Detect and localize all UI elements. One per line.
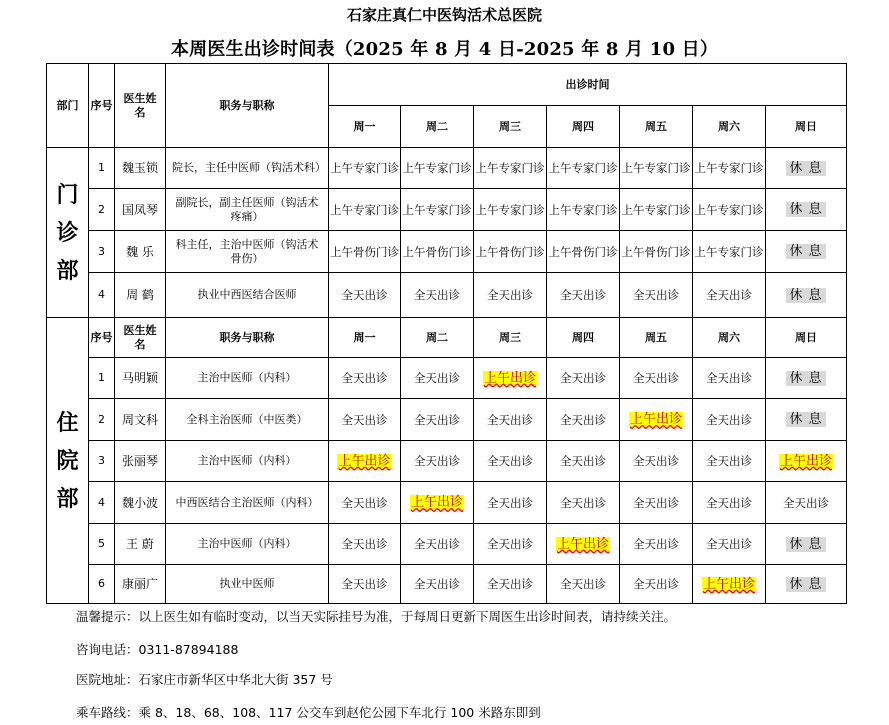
schedule-cell-day-3 xyxy=(474,358,547,399)
half-day-highlight: 上午出诊 xyxy=(410,495,463,510)
day-header-6: 周六 xyxy=(693,106,766,148)
schedule-text: 全天出诊 xyxy=(341,288,388,302)
schedule-cell-day-7 xyxy=(766,231,847,273)
schedule-cell-day-7 xyxy=(766,399,847,441)
doctor-title: 科主任，主治中医师（钩活术骨伤） xyxy=(166,231,329,273)
schedule-text: 全天出诊 xyxy=(414,288,460,302)
col-header-name: 医生姓名 xyxy=(115,64,166,148)
col-header-dept: 部门 xyxy=(47,64,89,148)
doctor-name: 魏 乐 xyxy=(115,231,166,273)
half-day-highlight: 上午出诊 xyxy=(338,453,391,469)
schedule-cell-day-5 xyxy=(620,565,693,604)
schedule-text: 全天出诊 xyxy=(414,537,460,551)
schedule-cell-day-4 xyxy=(547,399,620,441)
doctor-no: 6 xyxy=(89,565,115,604)
day-header-4: 周四 xyxy=(547,106,620,148)
doctor-name: 张丽琴 xyxy=(115,441,166,482)
doctor-title: 副院长，副主任医师（钩活术 疼痛） xyxy=(166,189,329,231)
half-day-highlight: 上午出诊 xyxy=(556,536,609,552)
schedule-text: 上午专家门诊 xyxy=(402,161,472,175)
schedule-text: 全天出诊 xyxy=(706,537,752,551)
schedule-text: 全天出诊 xyxy=(487,577,533,591)
doctor-name: 周文科 xyxy=(115,399,166,441)
day-header-7: 周日 xyxy=(766,106,847,148)
schedule-text: 全天出诊 xyxy=(706,495,752,510)
schedule-text: 全天出诊 xyxy=(706,454,752,468)
schedule-text: 上午专家门诊 xyxy=(475,161,545,175)
footer-address: 医院地址：石家庄市新华区中华北大街 357 号 xyxy=(76,672,333,687)
col-header-no: 序号 xyxy=(89,64,115,148)
doctor-row xyxy=(47,148,847,189)
half-day-highlight: 上午出诊 xyxy=(629,412,682,427)
dept-inpatient: 住院部 xyxy=(47,318,89,604)
schedule-cell-day-7 xyxy=(766,441,847,482)
doctor-no: 4 xyxy=(89,273,115,318)
schedule-cell-day-6 xyxy=(693,231,766,273)
schedule-cell-day-3 xyxy=(474,273,547,318)
schedule-cell-day-6 xyxy=(693,565,766,604)
schedule-text: 全天出诊 xyxy=(560,495,606,510)
schedule-cell-day-6 xyxy=(693,399,766,441)
schedule-text: 全天出诊 xyxy=(633,495,679,510)
schedule-cell-day-5 xyxy=(620,358,693,399)
doctor-title: 院长，主任中医师（钩活术科） xyxy=(166,148,329,189)
schedule-cell-day-1 xyxy=(329,189,401,231)
doctor-row xyxy=(47,358,847,399)
schedule-text: 上午专家门诊 xyxy=(694,161,764,175)
schedule-cell-day-5 xyxy=(620,482,693,524)
schedule-cell-day-4 xyxy=(547,148,620,189)
schedule-text: 全天出诊 xyxy=(341,537,388,551)
col-header-schedule: 出诊时间 xyxy=(329,64,847,106)
header-row xyxy=(47,64,847,106)
rest-label: 休 息 xyxy=(786,288,825,303)
doctor-row xyxy=(47,399,847,441)
schedule-cell-day-2 xyxy=(401,565,474,604)
doctor-title: 执业中医师 xyxy=(166,565,329,604)
schedule-text: 上午骨伤门诊 xyxy=(548,244,618,259)
schedule-text: 全天出诊 xyxy=(341,412,388,427)
schedule-text: 全天出诊 xyxy=(560,577,606,591)
schedule-text: 上午专家门诊 xyxy=(694,202,764,217)
schedule-cell-day-5 xyxy=(620,148,693,189)
schedule-cell-day-4 xyxy=(547,358,620,399)
schedule-text: 全天出诊 xyxy=(560,371,606,385)
schedule-text: 上午专家门诊 xyxy=(475,202,545,217)
doctor-no: 3 xyxy=(89,231,115,273)
schedule-text: 上午骨伤门诊 xyxy=(402,244,472,259)
col-header-no: 序号 xyxy=(89,318,115,358)
schedule-text: 上午专家门诊 xyxy=(548,161,618,175)
day-header-3: 周三 xyxy=(474,106,547,148)
half-day-highlight: 上午出诊 xyxy=(779,453,832,469)
doctor-title: 全科主治医师（中医类） xyxy=(166,399,329,441)
schedule-cell-day-2 xyxy=(401,148,474,189)
doctor-title: 执业中西医结合医师 xyxy=(166,273,329,318)
schedule-cell-day-7 xyxy=(766,524,847,565)
schedule-cell-day-1 xyxy=(329,358,401,399)
schedule-cell-day-3 xyxy=(474,399,547,441)
rest-label: 休 息 xyxy=(786,412,825,427)
schedule-text: 上午专家门诊 xyxy=(621,161,691,175)
schedule-cell-day-6 xyxy=(693,482,766,524)
doctor-no: 1 xyxy=(89,358,115,399)
schedule-text: 全天出诊 xyxy=(783,495,829,510)
doctor-no: 3 xyxy=(89,441,115,482)
schedule-cell-day-2 xyxy=(401,399,474,441)
rest-label: 休 息 xyxy=(786,161,825,176)
schedule-cell-day-1 xyxy=(329,148,401,189)
doctor-name: 国凤琴 xyxy=(115,189,166,231)
schedule-text: 全天出诊 xyxy=(633,454,679,468)
schedule-text: 全天出诊 xyxy=(633,371,679,385)
schedule-cell-day-1 xyxy=(329,441,401,482)
doctor-row xyxy=(47,189,847,231)
schedule-cell-day-3 xyxy=(474,189,547,231)
schedule-text: 全天出诊 xyxy=(487,495,533,510)
footer-route: 乘车路线：乘 8、18、68、108、117 公交车到赵佗公园下车北行 100 米路东即到 xyxy=(76,705,541,720)
schedule-text: 上午骨伤门诊 xyxy=(621,244,691,259)
schedule-text: 全天出诊 xyxy=(414,577,460,591)
schedule-cell-day-4 xyxy=(547,441,620,482)
schedule-cell-day-6 xyxy=(693,273,766,318)
schedule-text: 上午专家门诊 xyxy=(621,202,691,217)
schedule-cell-day-2 xyxy=(401,273,474,318)
day-header-5: 周五 xyxy=(620,318,693,358)
schedule-text: 全天出诊 xyxy=(560,412,606,427)
col-header-name: 医生姓名 xyxy=(115,318,166,358)
schedule-cell-day-2 xyxy=(401,524,474,565)
schedule-text: 全天出诊 xyxy=(487,288,533,302)
schedule-cell-day-2 xyxy=(401,189,474,231)
schedule-cell-day-2 xyxy=(401,441,474,482)
doctor-title: 主治中医师（内科） xyxy=(166,358,329,399)
doctor-row xyxy=(47,482,847,524)
doctor-row xyxy=(47,273,847,318)
schedule-text: 上午骨伤门诊 xyxy=(330,244,399,259)
schedule-cell-day-4 xyxy=(547,482,620,524)
schedule-text: 全天出诊 xyxy=(341,577,388,591)
schedule-text: 全天出诊 xyxy=(633,537,679,551)
doctor-no: 5 xyxy=(89,524,115,565)
rest-label: 休 息 xyxy=(786,244,825,259)
doctor-row xyxy=(47,524,847,565)
schedule-cell-day-7 xyxy=(766,273,847,318)
schedule-text: 全天出诊 xyxy=(706,288,752,302)
day-header-6: 周六 xyxy=(693,318,766,358)
schedule-cell-day-4 xyxy=(547,189,620,231)
schedule-text: 上午专家门诊 xyxy=(330,161,399,175)
doctor-title: 主治中医师（内科） xyxy=(166,441,329,482)
schedule-cell-day-2 xyxy=(401,358,474,399)
day-header-4: 周四 xyxy=(547,318,620,358)
schedule-text: 全天出诊 xyxy=(414,454,460,468)
schedule-text: 全天出诊 xyxy=(633,288,679,302)
footer-tip: 温馨提示：以上医生如有临时变动，以当天实际挂号为准，于每周日更新下周医生出诊时间表，请持续关注。 xyxy=(76,609,677,624)
schedule-cell-day-4 xyxy=(547,524,620,565)
doctor-no: 2 xyxy=(89,399,115,441)
schedule-cell-day-6 xyxy=(693,441,766,482)
day-header-2: 周二 xyxy=(401,318,474,358)
schedule-text: 全天出诊 xyxy=(341,371,388,385)
schedule-cell-day-1 xyxy=(329,565,401,604)
doctor-row xyxy=(47,441,847,482)
schedule-text: 全天出诊 xyxy=(706,412,752,427)
schedule-cell-day-3 xyxy=(474,482,547,524)
rest-label: 休 息 xyxy=(786,577,825,592)
schedule-cell-day-3 xyxy=(474,565,547,604)
doctor-name: 魏玉锁 xyxy=(115,148,166,189)
schedule-cell-day-5 xyxy=(620,231,693,273)
schedule-cell-day-1 xyxy=(329,524,401,565)
schedule-cell-day-7 xyxy=(766,565,847,604)
schedule-text: 全天出诊 xyxy=(487,454,533,468)
schedule-cell-day-7 xyxy=(766,358,847,399)
schedule-text: 上午骨伤门诊 xyxy=(475,244,545,259)
schedule-text: 上午专家门诊 xyxy=(330,202,399,217)
schedule-cell-day-3 xyxy=(474,441,547,482)
dept-outpatient: 门诊部 xyxy=(47,148,89,318)
rest-label: 休 息 xyxy=(786,202,825,217)
doctor-title: 主治中医师（内科） xyxy=(166,524,329,565)
schedule-cell-day-7 xyxy=(766,482,847,524)
col-header-title: 职务与职称 xyxy=(166,318,329,358)
schedule-cell-day-5 xyxy=(620,441,693,482)
day-header-5: 周五 xyxy=(620,106,693,148)
schedule-text: 全天出诊 xyxy=(414,412,460,427)
doctor-name: 康丽广 xyxy=(115,565,166,604)
schedule-cell-day-3 xyxy=(474,148,547,189)
doctor-row xyxy=(47,231,847,273)
schedule-body xyxy=(47,64,847,604)
schedule-text: 全天出诊 xyxy=(414,371,460,385)
rest-label: 休 息 xyxy=(786,537,825,552)
schedule-cell-day-1 xyxy=(329,482,401,524)
schedule-cell-day-6 xyxy=(693,189,766,231)
schedule-cell-day-4 xyxy=(547,273,620,318)
schedule-text: 全天出诊 xyxy=(487,412,533,427)
schedule-text: 上午专家门诊 xyxy=(694,244,764,259)
schedule-cell-day-3 xyxy=(474,524,547,565)
hospital-name: 石家庄真仁中医钩活术总医院 xyxy=(346,6,542,24)
schedule-text: 全天出诊 xyxy=(487,537,533,551)
schedule-cell-day-7 xyxy=(766,189,847,231)
day-header-1: 周一 xyxy=(329,106,401,148)
schedule-cell-day-1 xyxy=(329,231,401,273)
schedule-text: 全天出诊 xyxy=(560,454,606,468)
schedule-text: 全天出诊 xyxy=(633,577,679,591)
schedule-text: 上午专家门诊 xyxy=(402,202,472,217)
day-header-2: 周二 xyxy=(401,106,474,148)
schedule-cell-day-7 xyxy=(766,148,847,189)
schedule-table xyxy=(46,63,847,604)
schedule-cell-day-5 xyxy=(620,399,693,441)
doctor-no: 2 xyxy=(89,189,115,231)
doctor-row xyxy=(47,565,847,604)
doctor-name: 周 鹤 xyxy=(115,273,166,318)
doctor-title: 中西医结合主治医师（内科） xyxy=(166,482,329,524)
schedule-cell-day-1 xyxy=(329,273,401,318)
schedule-cell-day-5 xyxy=(620,524,693,565)
doctor-no: 1 xyxy=(89,148,115,189)
day-header-1: 周一 xyxy=(329,318,401,358)
col-header-title: 职务与职称 xyxy=(166,64,329,148)
half-day-highlight: 上午出诊 xyxy=(483,370,536,386)
schedule-cell-day-6 xyxy=(693,358,766,399)
doctor-name: 马明颖 xyxy=(115,358,166,399)
schedule-cell-day-1 xyxy=(329,399,401,441)
schedule-text: 上午专家门诊 xyxy=(548,202,618,217)
page-title: 本周医生出诊时间表（2025 年 8 月 4 日-2025 年 8 月 10 日） xyxy=(170,39,719,60)
schedule-cell-day-4 xyxy=(547,231,620,273)
schedule-cell-day-6 xyxy=(693,148,766,189)
schedule-cell-day-2 xyxy=(401,482,474,524)
day-header-3: 周三 xyxy=(474,318,547,358)
doctor-no: 4 xyxy=(89,482,115,524)
schedule-cell-day-3 xyxy=(474,231,547,273)
inpatient-header-row xyxy=(47,318,847,358)
schedule-text: 全天出诊 xyxy=(560,288,606,302)
footer-phone: 咨询电话：0311-87894188 xyxy=(76,642,239,657)
schedule-text: 全天出诊 xyxy=(341,495,388,510)
doctor-name: 王 蔚 xyxy=(115,524,166,565)
doctor-name: 魏小波 xyxy=(115,482,166,524)
day-header-7: 周日 xyxy=(766,318,847,358)
schedule-cell-day-2 xyxy=(401,231,474,273)
schedule-cell-day-4 xyxy=(547,565,620,604)
schedule-cell-day-5 xyxy=(620,273,693,318)
rest-label: 休 息 xyxy=(786,371,825,386)
half-day-highlight: 上午出诊 xyxy=(702,576,755,592)
schedule-cell-day-6 xyxy=(693,524,766,565)
schedule-cell-day-5 xyxy=(620,189,693,231)
schedule-text: 全天出诊 xyxy=(706,371,752,385)
